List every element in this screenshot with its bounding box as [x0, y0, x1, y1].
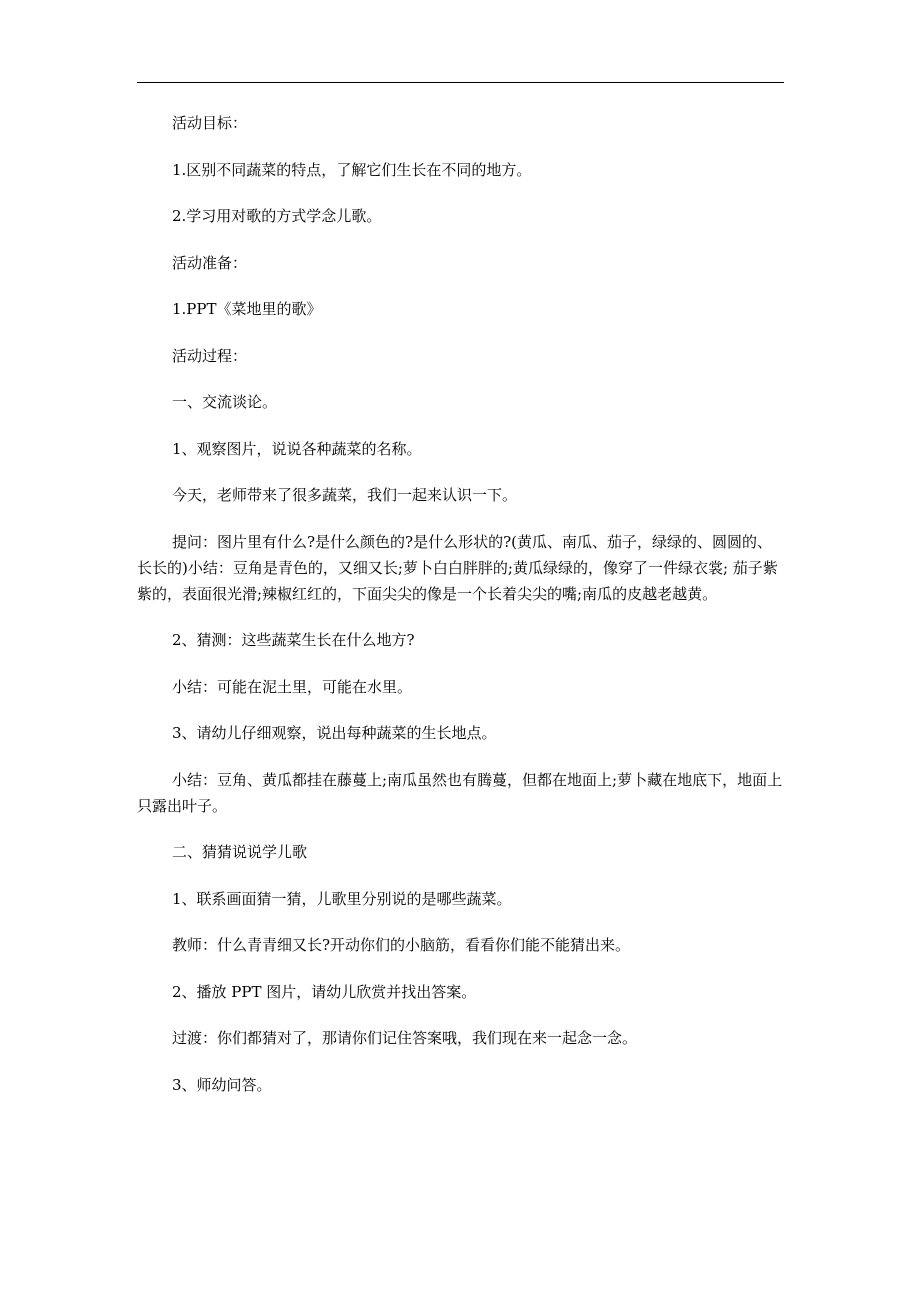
step-observe-pictures: 1、观察图片，说说各种蔬菜的名称。	[172, 439, 422, 458]
process-part-2-heading: 二、猜猜说说学儿歌	[172, 843, 308, 861]
step-guess-location: 2、猜测：这些蔬菜生长在什么地方?	[172, 631, 415, 649]
summary-growth-paragraph: 小结：豆角、黄瓜都挂在藤蔓上;南瓜虽然也有腾蔓，但都在地面上;萝卜藏在地底下，地面上只露出叶子。	[137, 770, 783, 815]
step-qa: 3、师幼问答。	[172, 1075, 272, 1094]
section-heading-preparation: 活动准备：	[172, 253, 248, 272]
teacher-question: 教师：什么青青细又长?开动你们的小脑筋，看看你们能不能猜出来。	[172, 936, 631, 954]
goal-item-1: 1.区别不同蔬菜的特点，了解它们生长在不同的地方。	[172, 160, 532, 179]
section-heading-process: 活动过程：	[172, 346, 248, 365]
transition-paragraph: 过渡：你们都猜对了，那请你们记住答案哦，我们现在来一起念一念。	[172, 1029, 638, 1047]
step-guess-rhyme: 1、联系画面猜一猜，儿歌里分别说的是哪些蔬菜。	[172, 889, 512, 908]
section-heading-goals: 活动目标：	[172, 114, 248, 132]
step-observe-growth: 3、请幼儿仔细观察，说出每种蔬菜的生长地点。	[172, 724, 497, 742]
summary-location: 小结：可能在泥土里，可能在水里。	[172, 677, 413, 696]
step-play-ppt: 2、播放 PPT 图片，请幼儿欣赏并找出答案。	[172, 982, 477, 1001]
teacher-intro-paragraph: 今天，老师带来了很多蔬菜，我们一起来认识一下。	[172, 486, 518, 504]
preparation-item-1: 1.PPT《菜地里的歌》	[172, 300, 322, 318]
document-body	[137, 110, 784, 1098]
question-summary-paragraph: 提问：图片里有什么?是什么颜色的?是什么形状的?(黄瓜、南瓜、茄子，绿绿的、圆圆的、长长的)小结：豆角是青色的，又细又长;萝卜白白胖胖的;黄瓜绿绿的，像穿了一件绿衣裳; 茄子紫紫的，表面很光滑;辣椒红红的，下面尖尖的像是一个长着尖尖的嘴;南瓜的皮越老越黄。	[137, 532, 778, 603]
header-rule	[137, 82, 784, 83]
goal-item-2: 2.学习用对歌的方式学念儿歌。	[172, 207, 382, 225]
process-part-1-heading: 一、交流谈论。	[172, 393, 278, 411]
